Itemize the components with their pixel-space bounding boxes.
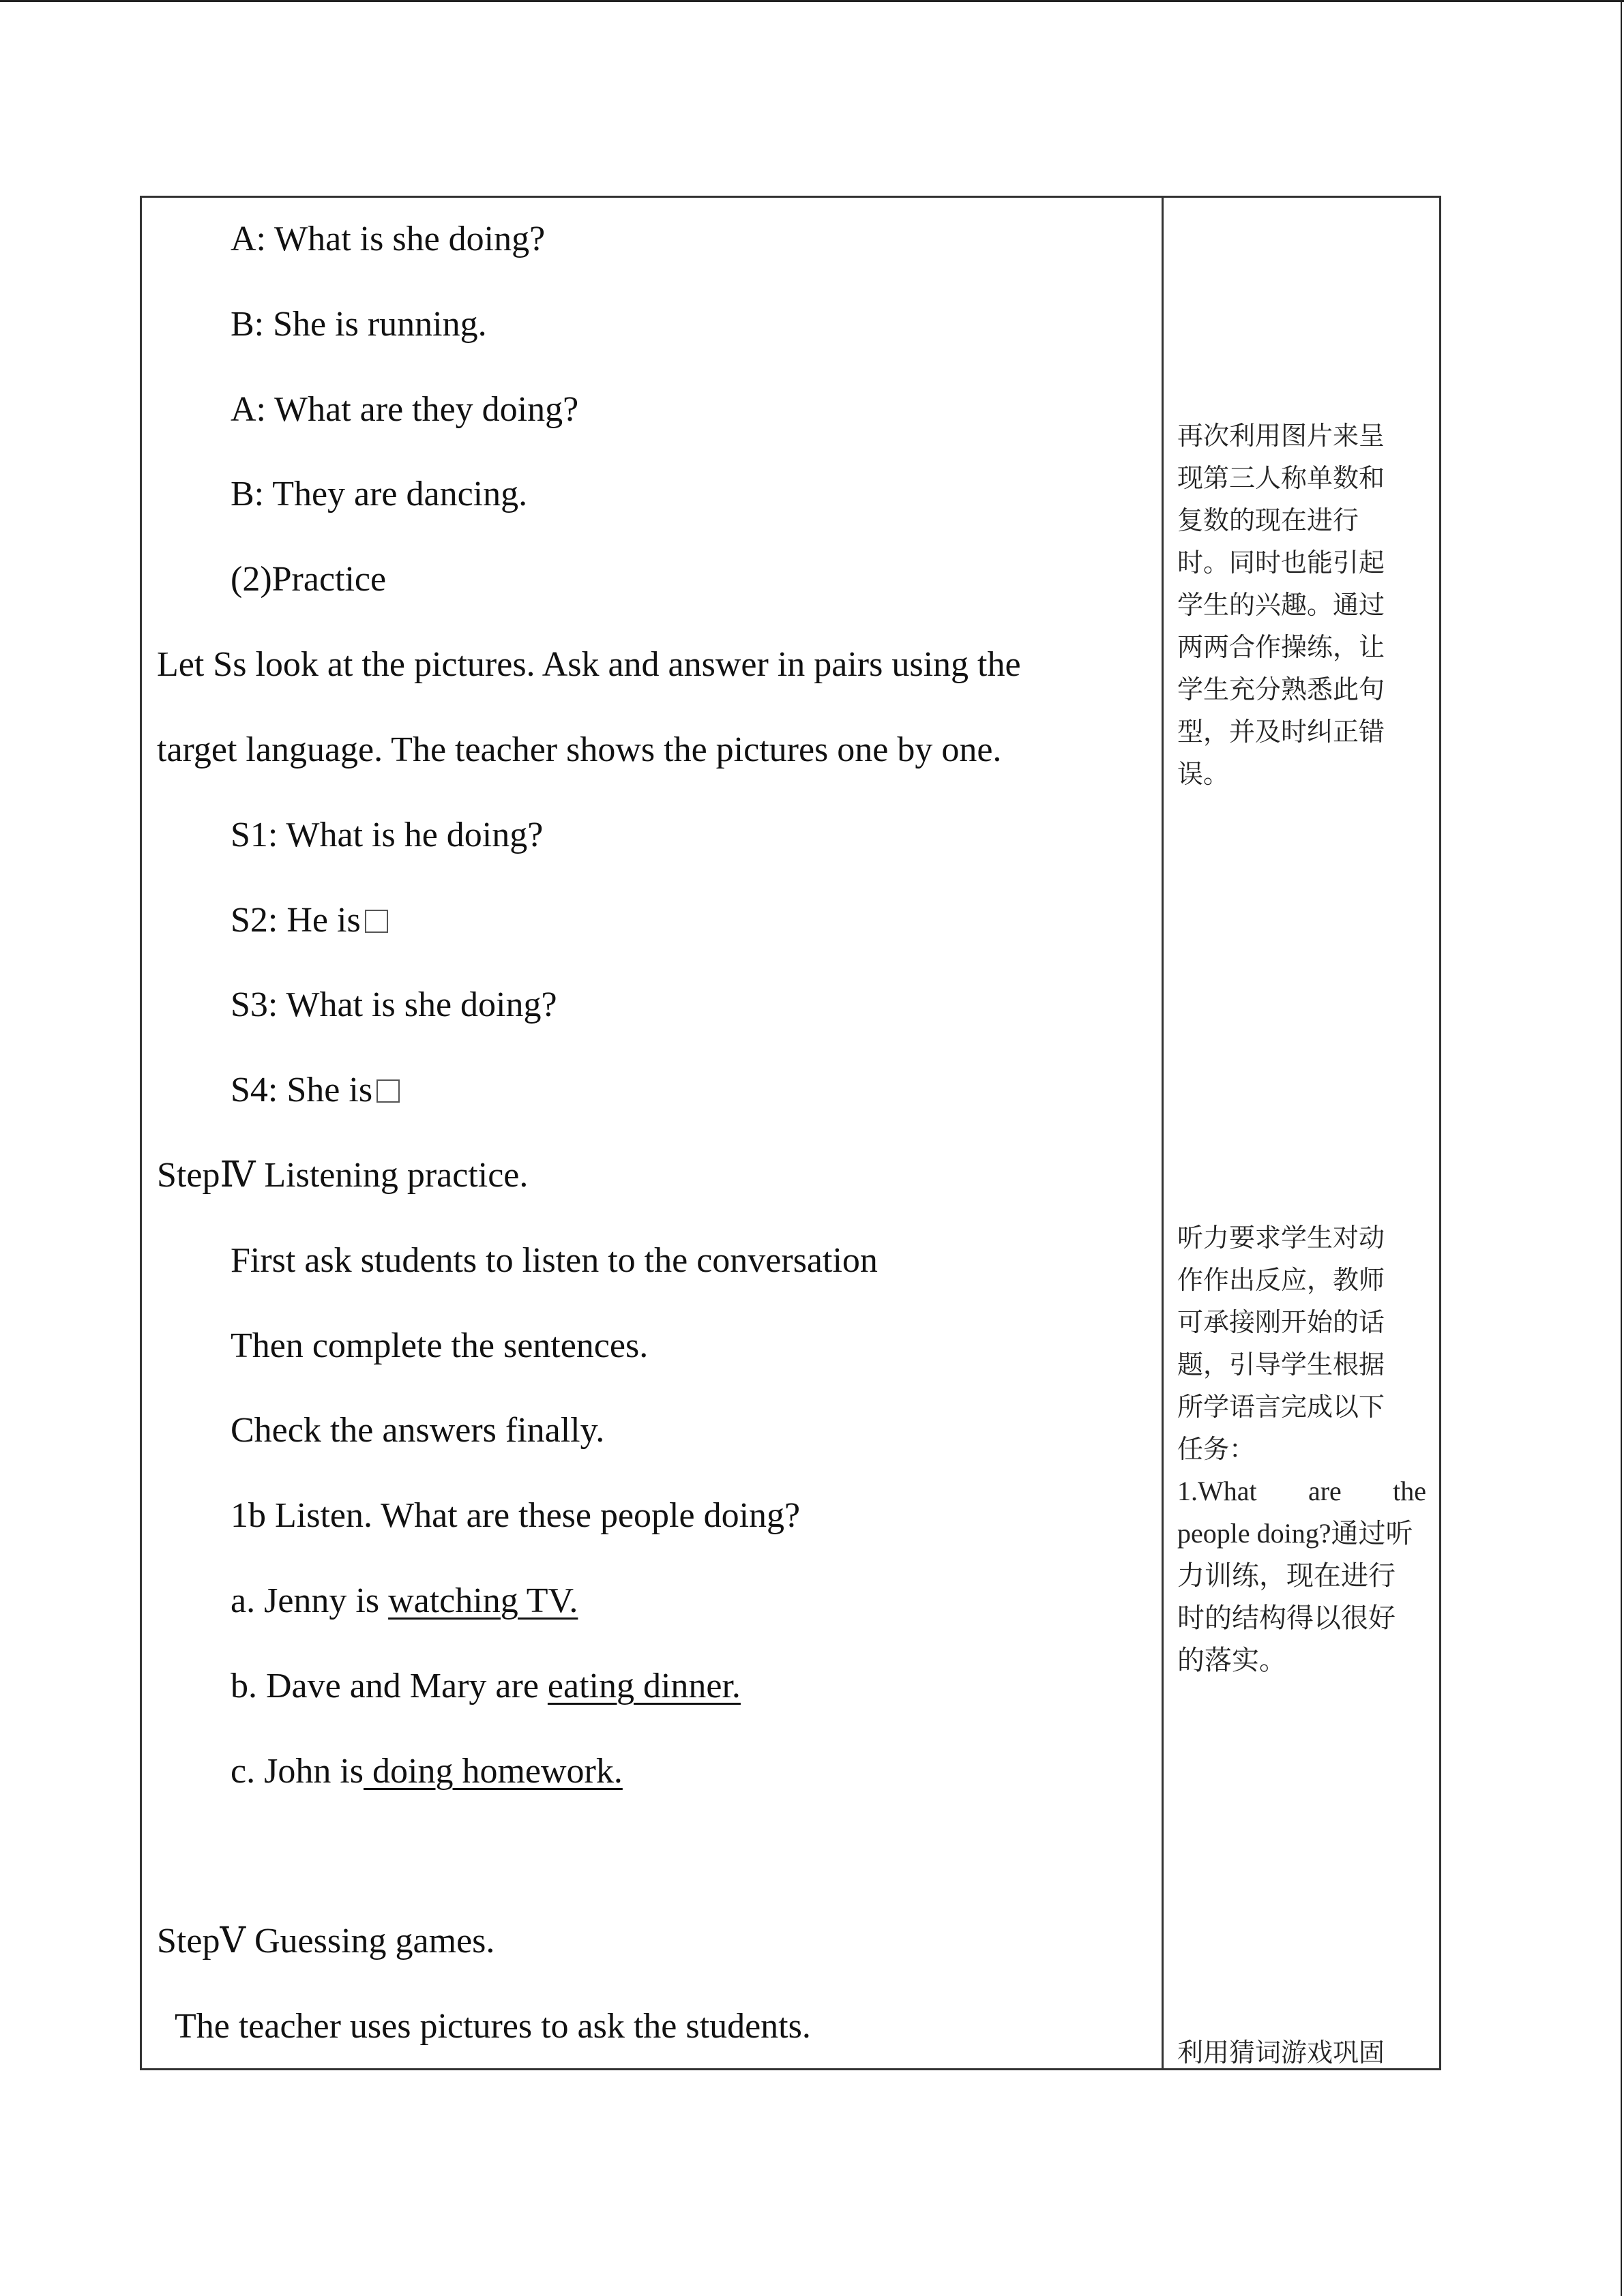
practice-s2 (231, 899, 388, 942)
note-line: 题，引导学生根据 (1177, 1350, 1385, 1380)
answer-a-prefix: a. Jenny is (231, 1581, 389, 1620)
step4-line-2: Then complete the sentences. (231, 1326, 649, 1365)
blank-box (365, 910, 388, 933)
note-line: 利用猜词游戏巩固 (1177, 2038, 1385, 2068)
answer-b (231, 1665, 741, 1708)
note-presentation (1177, 415, 1426, 795)
note-line: people doing?通过听 (1177, 1518, 1413, 1549)
page-top-rule (0, 0, 1624, 2)
note-line: 可承接刚开始的话 (1177, 1307, 1385, 1337)
note-line: 再次利用图片来呈 (1177, 421, 1385, 451)
practice-heading: (2)Practice (231, 560, 387, 599)
note-line: 听力要求学生对动 (1177, 1223, 1385, 1253)
note-line: 所学语言完成以下 (1177, 1392, 1385, 1422)
answer-a-underlined: watching TV. (388, 1581, 578, 1620)
practice-instruction-1: Let Ss look at the pictures. Ask and answer in pairs using the (157, 645, 1021, 684)
note-word-1: 1.What (1177, 1476, 1257, 1506)
practice-s2-text: S2: He is (231, 901, 361, 940)
blank-box (377, 1079, 400, 1103)
page-right-rule (1621, 0, 1622, 2296)
note-listening (1177, 1217, 1426, 1682)
answer-c (231, 1750, 623, 1793)
note-line: 两两合作操练，让 (1177, 632, 1385, 662)
practice-s1: S1: What is he doing? (231, 816, 544, 854)
note-line: 学生的兴趣。通过 (1177, 590, 1385, 620)
step5-heading: StepⅤ Guessing games. (157, 1922, 495, 1960)
practice-s4-text: S4: She is (231, 1071, 373, 1109)
note-line: 时的结构得以很好 (1177, 1602, 1396, 1633)
practice-s4 (231, 1069, 400, 1112)
note-line: 学生充分熟悉此句 (1177, 674, 1385, 704)
step4-line-3: Check the answers finally. (231, 1411, 605, 1450)
note-word-2: are (1308, 1476, 1342, 1506)
dialogue-b1: B: She is running. (231, 305, 487, 344)
column-divider (1162, 198, 1164, 2068)
lesson-plan-table (140, 196, 1441, 2070)
note-word-3: the (1393, 1476, 1426, 1506)
dialogue-b2: B: They are dancing. (231, 475, 528, 513)
note-line: 任务： (1177, 1434, 1256, 1464)
dialogue-a1: A: What is she doing? (231, 220, 546, 258)
step4-line-1: First ask students to listen to the conversation (231, 1241, 878, 1280)
note-line: 时。同时也能引起 (1177, 548, 1385, 578)
note-line: 作作出反应，教师 (1177, 1265, 1385, 1295)
note-line: 复数的现在进行 (1177, 505, 1359, 535)
note-line: 现第三人称单数和 (1177, 463, 1385, 493)
answer-b-prefix: b. Dave and Mary are (231, 1667, 548, 1705)
note-line: 型，并及时纠正错 (1177, 717, 1385, 747)
answer-b-underlined: eating dinner. (547, 1667, 741, 1705)
note-justified-row (1177, 1470, 1426, 1512)
note-line: 的落实。 (1177, 1645, 1286, 1675)
dialogue-a2: A: What are they doing? (231, 390, 579, 429)
answer-c-underlined: doing homework. (364, 1752, 623, 1791)
note-line: 误。 (1177, 759, 1230, 789)
step5-line-1: The teacher uses pictures to ask the students. (175, 2007, 811, 2046)
note-line: 力训练，现在进行 (1177, 1560, 1396, 1591)
step4-heading: StepⅣ Listening practice. (157, 1156, 529, 1195)
note-guessing (1177, 2031, 1426, 2074)
practice-s3: S3: What is she doing? (231, 985, 557, 1024)
step4-task: 1b Listen. What are these people doing? (231, 1496, 801, 1535)
answer-c-prefix: c. John is (231, 1752, 364, 1791)
answer-a (231, 1579, 578, 1623)
practice-instruction-2: target language. The teacher shows the pictures one by one. (157, 730, 1002, 769)
